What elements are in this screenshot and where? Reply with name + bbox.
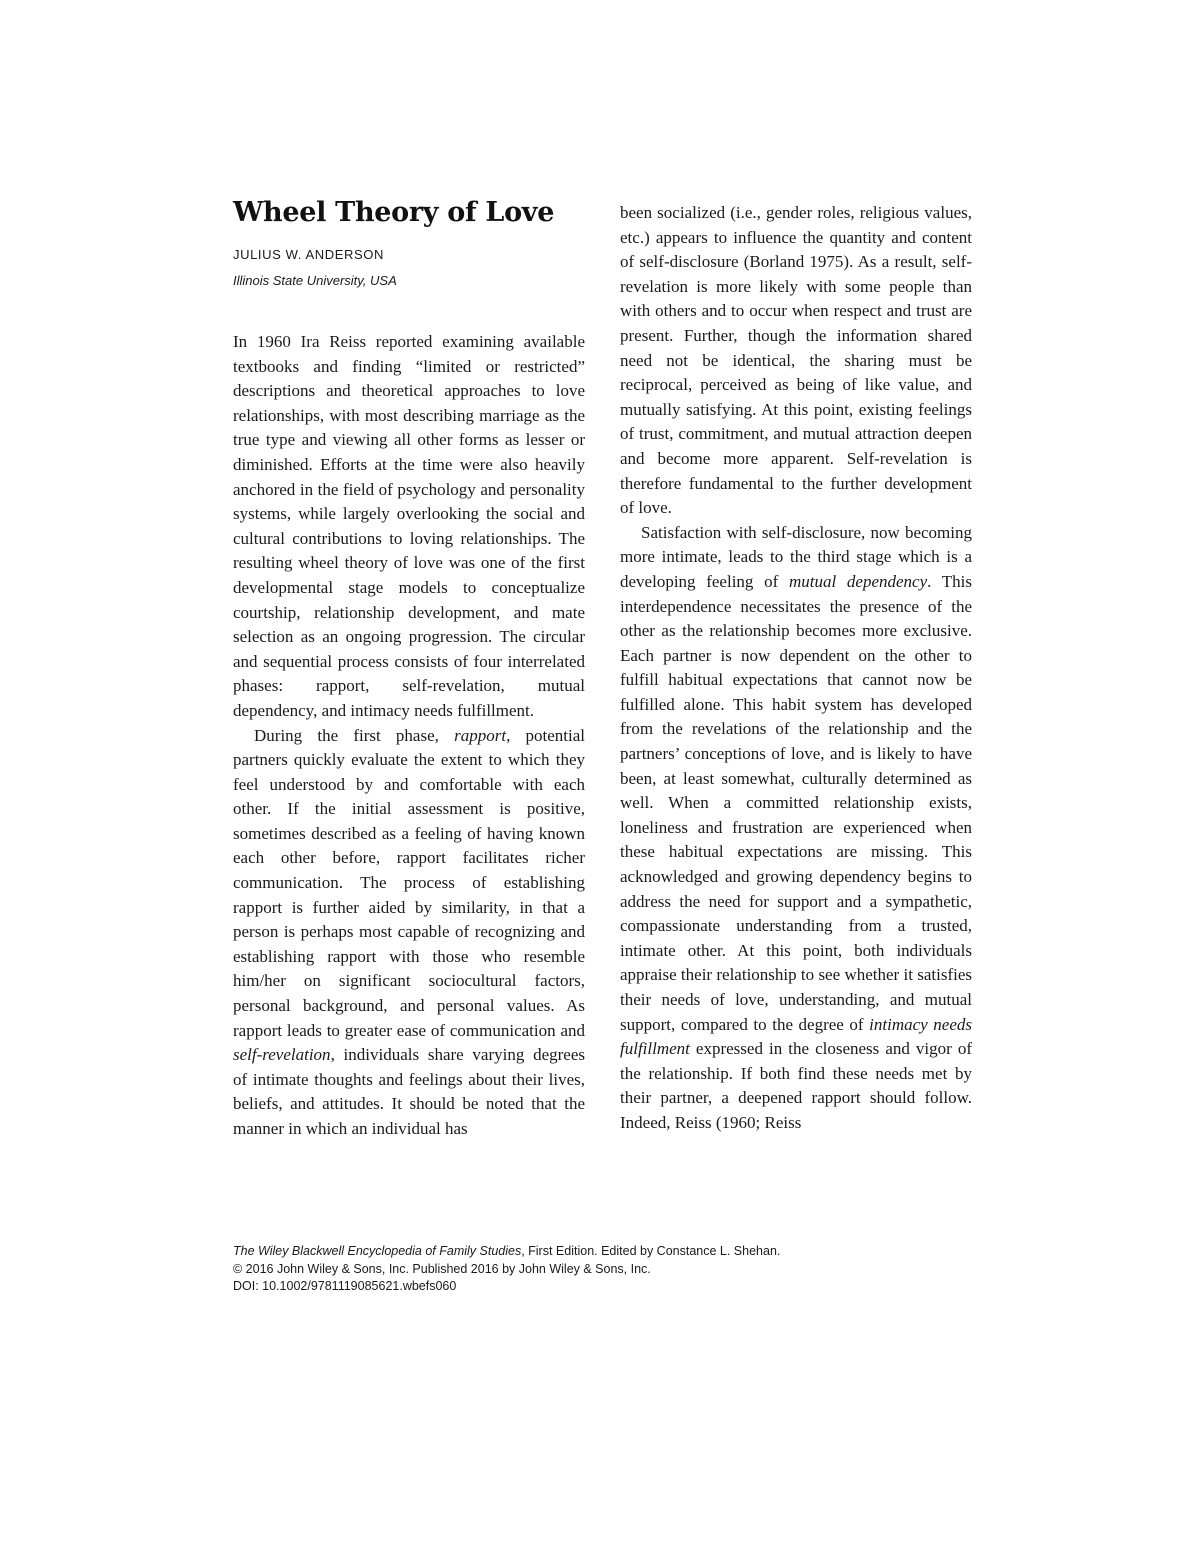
author-affiliation: Illinois State University, USA — [233, 273, 397, 288]
article-title: Wheel Theory of Love — [233, 197, 555, 228]
footer-doi: DOI: 10.1002/9781119085621.wbefs060 — [233, 1279, 457, 1293]
term-self-revelation: self-revelation — [233, 1045, 331, 1065]
self-revelation-paragraph: been socialized (i.e., gender roles, religious values, etc.) appears to influence the quantity and content of self-disclosure (Borland 1975). As a result, self-revelation is more likely with some people than with others and to occur when respect and trust are present. Further, though the information shared need not be identical, the sharing must be reciprocal, perceived as being of like value, and mutually satisfying. At this point, existing feelings of trust, commitment, and mutual attraction deepen and become more apparent. Self-revelation is therefore fundamental to the further development of love. — [620, 203, 972, 518]
intro-paragraph: In 1960 Ira Reiss reported examining available textbooks and finding “limited or restricted” descriptions and theoretical approaches to love relationships, with most describing marriage as the true type and viewing all other forms as lesser or diminished. Efforts at the time were also heavily anchored in the field of psychology and personality systems, while largely overlooking the social and cultural contributions to loving relationships. The resulting wheel theory of love was one of the first developmental stage models to conceptualize courtship, relationship development, and mate selection as an ongoing progression. The circular and sequential process consists of four interrelated phases: rapport, self-revelation, mutual dependency, and intimacy needs fulfillment. — [233, 332, 585, 720]
right-column — [620, 201, 972, 1136]
citation-footer — [233, 1243, 780, 1296]
book-title: The Wiley Blackwell Encyclopedia of Family Studies — [233, 1244, 522, 1258]
term-rapport: rapport — [454, 725, 507, 745]
term-mutual-dependency: mutual dependency — [788, 571, 928, 591]
left-column — [233, 330, 585, 1142]
footer-book-line: The Wiley Blackwell Encyclopedia of Family Studies, First Edition. Edited by Constance L. Shehan. — [233, 1244, 781, 1258]
term-intimacy-needs: intimacy needs fulfillment — [620, 1014, 972, 1059]
author-name: JULIUS W. ANDERSON — [233, 247, 384, 262]
mutual-dependency-paragraph: Satisfaction with self-disclosure, now becoming more intimate, leads to the third stage which is a developing feeling of mutual dependency. This interdependence necessitates the presence of the other as the relationship becomes more exclusive. Each partner is now dependent on the other to fulfill habitual expectations that cannot now be fulfilled alone. This habit system has developed from the revelations of the relationship and the partners’ conceptions of love, and is likely to have been, at least somewhat, culturally determined as well. When a committed relationship exists, loneliness and frustration are experienced when these habitual expectations are missing. This acknowledged and growing dependency begins to address the need for support and a sympathetic, compassionate understanding from a trusted, intimate other. At this point, both individuals appraise their relationship to see whether it satisfies their needs of love, understanding, and mutual support, compared to the degree of intimacy needs fulfillment expressed in the closeness and vigor of the relationship. If both find these needs met by their partner, a deepened rapport should follow. Indeed, Reiss (1960; Reiss — [620, 522, 973, 1132]
footer-copyright: © 2016 John Wiley & Sons, Inc. Published 2016 by John Wiley & Sons, Inc. — [233, 1261, 651, 1276]
rapport-paragraph: During the first phase, rapport, potential partners quickly evaluate the extent to which they feel understood by and comfortable with each other. If the initial assessment is positive, sometimes described as a feeling of having known each other before, rapport facilitates richer communication. The process of establishing rapport is further aided by similarity, in that a person is perhaps most capable of recognizing and establishing rapport with those who resemble him/her on significant sociocultural factors, personal background, and personal values. As rapport leads to greater ease of communication and self-revelation, individuals share varying degrees of intimate thoughts and feelings about their lives, beliefs, and attitudes. It should be noted that the manner in which an individual has — [233, 725, 585, 1138]
